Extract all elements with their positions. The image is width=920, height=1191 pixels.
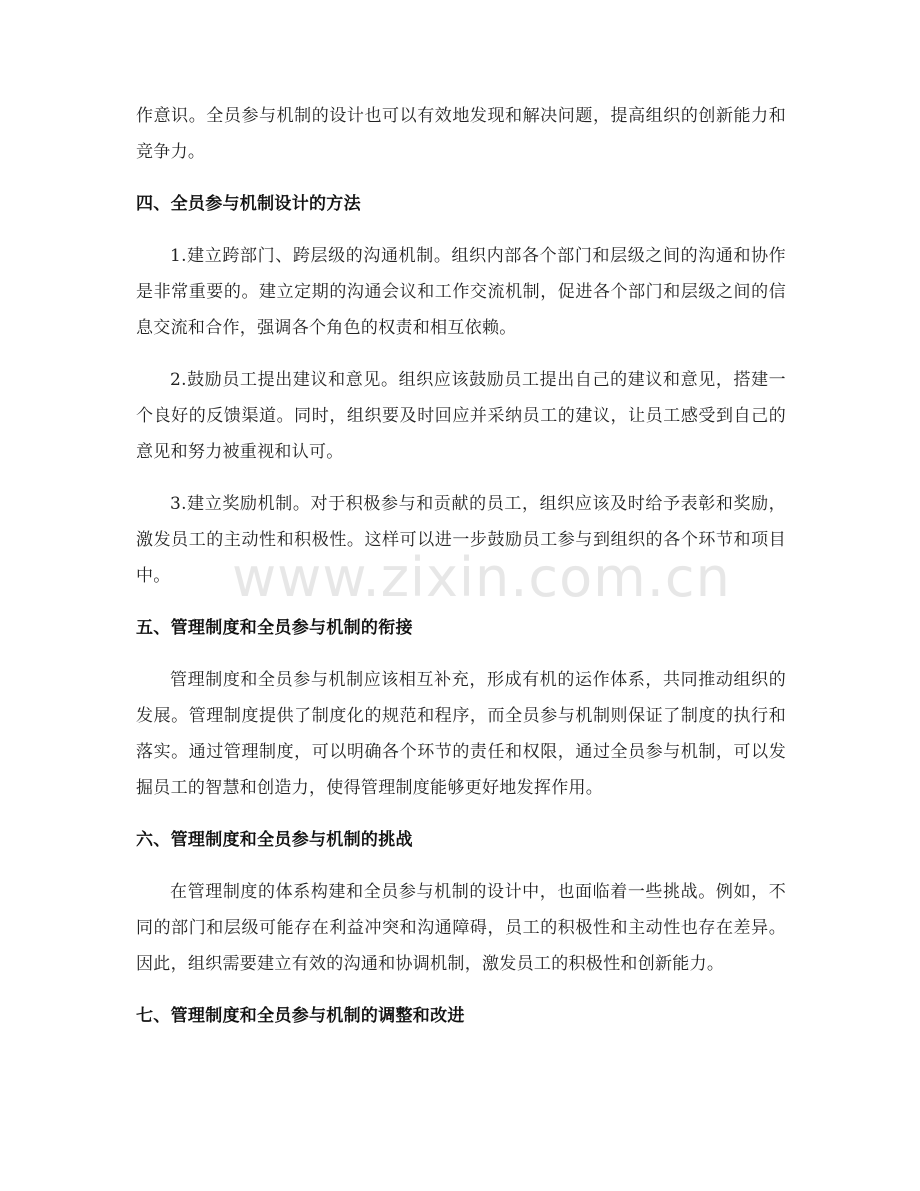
section-heading-7: 七、管理制度和全员参与机制的调整和改进 — [136, 1006, 465, 1026]
watermark-text: www.zixin.com.cn — [232, 546, 731, 609]
section-4-paragraph-3: 3.建立奖励机制。对于积极参与和贡献的员工，组织应该及时给予表彰和奖励，激发员工的主动性和积极性。这样可以进一步鼓励员工参与到组织的各个环节和项目中。 — [136, 494, 786, 586]
section-5-paragraph-1: 管理制度和全员参与机制应该相互补充，形成有机的运作体系，共同推动组织的发展。管理制度提供了制度化的规范和程序，而全员参与机制则保证了制度的执行和落实。通过管理制度，可以明确各个环节的责任和权限，通过全员参与机制，可以发掘员工的智慧和创造力，使得管理制度能够更好地发挥作用。 — [136, 670, 786, 798]
section-4-paragraph-2: 2.鼓励员工提出建议和意见。组织应该鼓励员工提出自己的建议和意见，搭建一个良好的反馈渠道。同时，组织要及时回应并采纳员工的建议，让员工感受到自己的意见和努力被重视和认可。 — [136, 370, 786, 462]
section-heading-6: 六、管理制度和全员参与机制的挑战 — [136, 830, 413, 850]
section-6-paragraph-1: 在管理制度的体系构建和全员参与机制的设计中，也面临着一些挑战。例如，不同的部门和层级可能存在利益冲突和沟通障碍，员工的积极性和主动性也存在差异。因此，组织需要建立有效的沟通和协调机制，激发员工的积极性和创新能力。 — [136, 882, 786, 974]
intro-paragraph: 作意识。全员参与机制的设计也可以有效地发现和解决问题，提高组织的创新能力和竞争力。 — [136, 106, 786, 162]
section-4-paragraph-1: 1.建立跨部门、跨层级的沟通机制。组织内部各个部门和层级之间的沟通和协作是非常重要的。建立定期的沟通会议和工作交流机制，促进各个部门和层级之间的信息交流和合作，强调各个角色的权责和相互依赖。 — [136, 246, 786, 338]
section-heading-4: 四、全员参与机制设计的方法 — [136, 194, 361, 214]
document-content — [136, 98, 786, 1050]
section-heading-5: 五、管理制度和全员参与机制的衔接 — [136, 618, 413, 638]
